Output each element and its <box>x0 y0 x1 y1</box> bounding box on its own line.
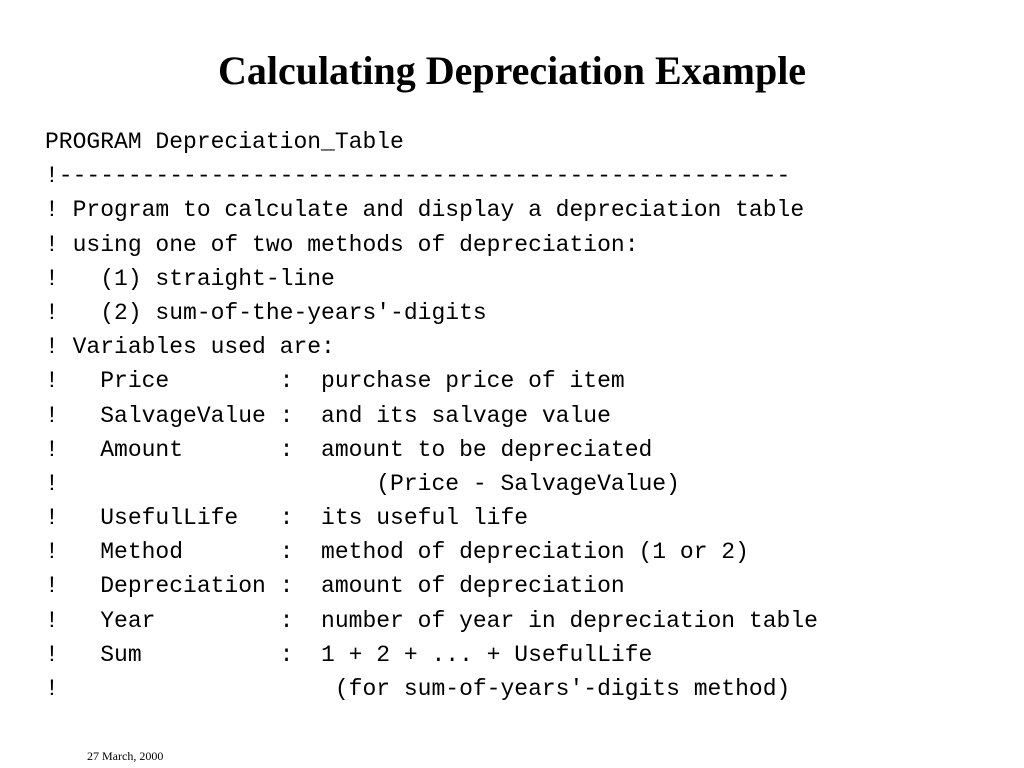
code-line: ! SalvageValue : and its salvage value <box>45 402 611 429</box>
code-line: !----------------------------------------------------- <box>45 163 791 190</box>
code-line: ! using one of two methods of depreciation: <box>45 231 639 258</box>
code-block <box>45 125 818 706</box>
code-line: ! (Price - SalvageValue) <box>45 470 680 497</box>
slide-title: Calculating Depreciation Example <box>217 48 807 93</box>
code-line: ! Amount : amount to be depreciated <box>45 436 653 463</box>
code-line: ! Method : method of depreciation (1 or 2) <box>45 539 749 566</box>
code-line: ! Price : purchase price of item <box>45 368 625 395</box>
code-line: PROGRAM Depreciation_Table <box>45 129 404 155</box>
code-line: ! (2) sum-of-the-years'-digits <box>45 299 487 326</box>
code-line: ! Variables used are: <box>45 334 335 361</box>
code-line: ! (for sum-of-years'-digits method) <box>45 676 791 702</box>
code-line: ! Year : number of year in depreciation table <box>45 607 818 634</box>
code-line: ! Sum : 1 + 2 + ... + UsefulLife <box>45 641 653 668</box>
code-line: ! (1) straight-line <box>45 265 335 292</box>
code-line: ! Depreciation : amount of depreciation <box>45 573 625 600</box>
code-line: ! UsefulLife : its useful life <box>45 505 529 532</box>
footer-date: 27 March, 2000 <box>87 749 164 763</box>
code-line: ! Program to calculate and display a depreciation table <box>45 197 805 224</box>
